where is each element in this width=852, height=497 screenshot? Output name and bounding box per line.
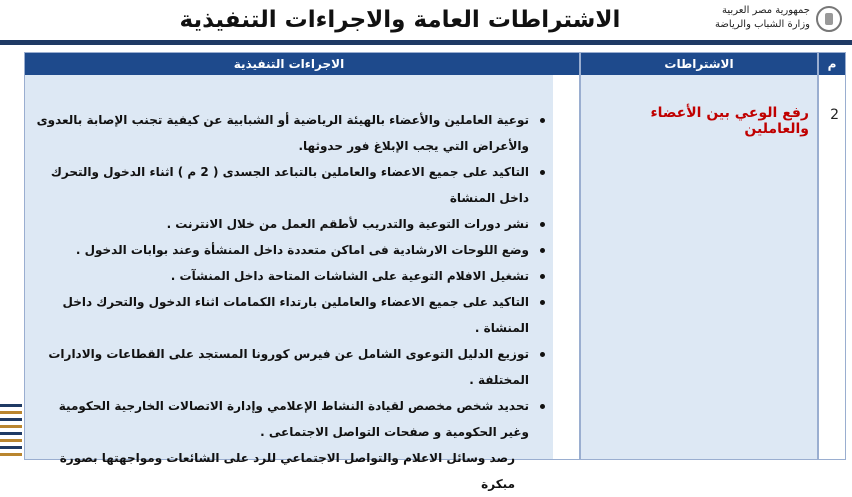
procedures-list bbox=[29, 107, 551, 497]
header-cell-conditions: الاشتراطات bbox=[664, 57, 734, 71]
procedures-table bbox=[24, 52, 846, 491]
bullet-icon bbox=[540, 118, 545, 123]
condition-cell bbox=[581, 75, 817, 459]
list-item bbox=[29, 107, 551, 159]
table-header bbox=[25, 53, 845, 75]
bullet-icon bbox=[540, 404, 545, 409]
procedure-text: نشر دورات التوعية والتدريب لأطقم العمل من خلال الانترنت . bbox=[166, 217, 529, 231]
header-cell-procedures: الاجراءات التنفيذية bbox=[233, 57, 345, 71]
header-divider bbox=[0, 40, 852, 45]
ministry-line-1: جمهورية مصر العربية bbox=[722, 5, 810, 16]
bullet-icon bbox=[540, 300, 545, 305]
row-number: 2 bbox=[830, 107, 839, 123]
list-item bbox=[29, 445, 551, 497]
ministry-name bbox=[715, 4, 810, 32]
eagle-seal-icon bbox=[816, 6, 842, 32]
list-item bbox=[29, 289, 551, 341]
number-cell bbox=[819, 75, 845, 459]
ministry-logo bbox=[702, 4, 842, 36]
procedure-text: رصد وسائل الاعلام والتواصل الاجتماعي للرد على الشائعات ومواجهتها بصورة مبكرة bbox=[59, 451, 515, 491]
procedure-text: تشغيل الافلام التوعية على الشاشات المتاحة داخل المنشآت . bbox=[170, 269, 529, 283]
procedure-text: وضع اللوحات الارشادية فى اماكن متعددة داخل المنشأة وعند بوابات الدخول . bbox=[75, 243, 529, 257]
bullet-icon bbox=[540, 170, 545, 175]
list-item bbox=[29, 263, 551, 289]
list-item bbox=[29, 211, 551, 237]
slide-title: الاشتراطات العامة والاجراءات التنفيذية bbox=[179, 7, 621, 33]
slide-header bbox=[0, 0, 852, 44]
bullet-icon bbox=[540, 352, 545, 357]
column-divider bbox=[817, 53, 819, 459]
procedure-text: التاكيد على جميع الاعضاء والعاملين بارتداء الكمامات اثناء الدخول والتحرك داخل المنشاة . bbox=[62, 295, 529, 335]
bullet-icon bbox=[540, 222, 545, 227]
decorative-stripes bbox=[0, 400, 22, 469]
list-item bbox=[29, 237, 551, 263]
list-item bbox=[29, 393, 551, 445]
ministry-line-2: وزارة الشباب والرياضة bbox=[715, 19, 810, 30]
column-divider bbox=[579, 53, 581, 459]
procedures-cell bbox=[25, 75, 553, 491]
condition-text: رفع الوعي بين الأعضاء والعاملين bbox=[650, 105, 809, 137]
procedure-text: تحديد شخص مخصص لقيادة النشاط الإعلامي وإدارة الاتصالات الخارجية الحكومية وغير الحكومية و صفحات التواصل الاجتماعى . bbox=[58, 399, 529, 439]
bullet-icon bbox=[540, 274, 545, 279]
list-item bbox=[29, 159, 551, 211]
procedure-text: توزيع الدليل التوعوى الشامل عن فيرس كورونا المستجد على القطاعات والادارات المختلفة . bbox=[48, 347, 529, 387]
procedure-text: توعية العاملين والأعضاء بالهيئة الرياضية أو الشبابية عن كيفية تجنب الإصابة بالعدوى والأعراض التي يجب الإبلاغ فور حدوثها. bbox=[36, 113, 529, 153]
procedure-text: التاكيد على جميع الاعضاء والعاملين بالتباعد الجسدى ( 2 م ) اثناء الدخول والتحرك داخل المنشاة bbox=[50, 165, 529, 205]
bullet-icon bbox=[540, 248, 545, 253]
header-cell-number: م bbox=[827, 57, 837, 71]
list-item bbox=[29, 341, 551, 393]
